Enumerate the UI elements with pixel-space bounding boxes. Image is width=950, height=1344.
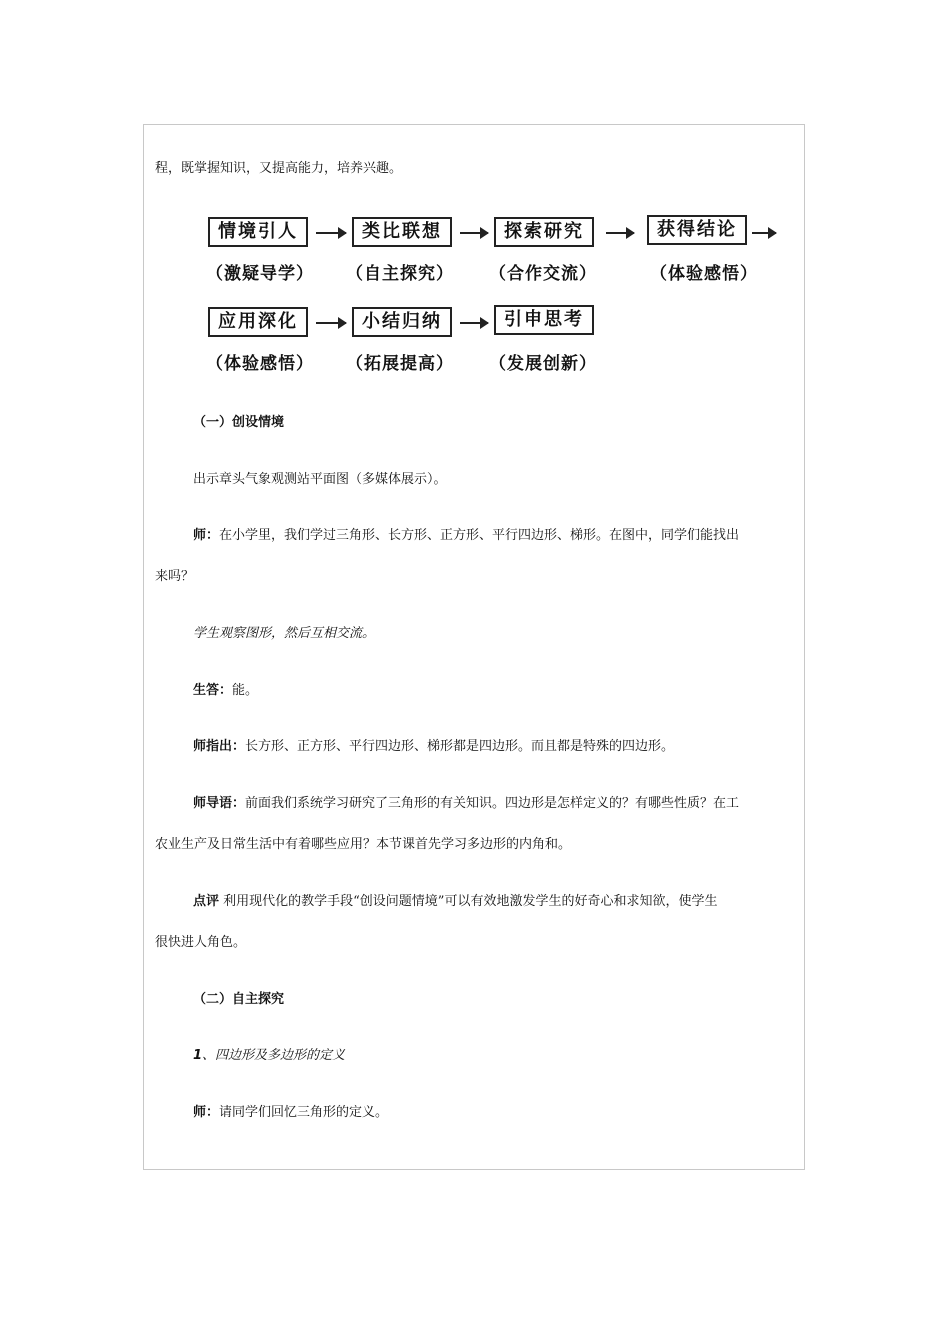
- arrow-icon: [316, 232, 346, 234]
- flow-sub-3: （合作交流）: [489, 264, 597, 284]
- paragraph: [193, 682, 258, 700]
- paragraph-italic: 学生观察图形，然后互相交流。: [193, 626, 376, 641]
- paragraph-text: 长方形、正方形、平行四边形、梯形都是四边形。而且都是特殊的四边形。: [245, 739, 675, 754]
- speaker-label: 师：: [193, 1105, 220, 1120]
- subheading: [193, 1047, 345, 1065]
- arrow-icon: [316, 322, 346, 324]
- flow-box-7: 引申思考: [494, 305, 594, 335]
- flow-box-6: 小结归纳: [352, 307, 452, 337]
- flow-box-4: 获得结论: [647, 215, 747, 245]
- paragraph-text: 请同学们回忆三角形的定义。: [219, 1105, 389, 1120]
- paragraph: [193, 738, 674, 756]
- flow-sub-7: （发展创新）: [489, 354, 597, 374]
- flow-sub-6: （拓展提高）: [346, 354, 454, 374]
- paragraph-text: 能。: [232, 683, 259, 698]
- paragraph: [193, 893, 717, 911]
- paragraph-text: 在小学里，我们学过三角形、长方形、正方形、平行四边形、梯形。在图中，同学们能找出: [219, 528, 740, 543]
- paragraph-text: 利用现代化的教学手段“创设问题情境”可以有效地激发学生的好奇心和求知欲，使学生: [219, 894, 718, 909]
- flow-sub-5: （体验感悟）: [206, 354, 314, 374]
- flow-sub-4: （体验感悟）: [650, 264, 758, 284]
- arrow-icon: [460, 322, 488, 324]
- subheading-text: 、四边形及多边形的定义: [202, 1048, 346, 1063]
- speaker-label: 师指出：: [193, 739, 246, 754]
- flow-sub-2: （自主探究）: [346, 264, 454, 284]
- paragraph: 出示章头气象观测站平面图（多媒体展示）。: [193, 472, 447, 487]
- paragraph-continuation: 很快进人角色。: [155, 935, 247, 950]
- arrow-icon: [460, 232, 488, 234]
- flow-sub-1: （激疑导学）: [206, 264, 314, 284]
- arrow-icon: [752, 232, 776, 234]
- flow-box-5: 应用深化: [208, 307, 308, 337]
- speaker-label: 师导语：: [193, 796, 246, 811]
- paragraph-text: 前面我们系统学习研究了三角形的有关知识。四边形是怎样定义的？有哪些性质？在工: [245, 796, 740, 811]
- paragraph: [193, 527, 739, 545]
- paragraph-continuation: 农业生产及日常生活中有着哪些应用？本节课首先学习多边形的内角和。: [155, 837, 572, 852]
- section-heading-1: （一）创设情境: [193, 415, 285, 430]
- speaker-label: 生答：: [193, 683, 233, 698]
- flow-box-1: 情境引人: [208, 217, 308, 247]
- arrow-icon: [606, 232, 634, 234]
- intro-line: 程，既掌握知识，又提高能力，培养兴趣。: [155, 161, 403, 176]
- comment-label: 点评: [193, 894, 220, 909]
- section-heading-2: （二）自主探究: [193, 992, 285, 1007]
- paragraph-continuation: 来吗？: [155, 569, 195, 584]
- flow-box-3: 探索研究: [494, 217, 594, 247]
- item-number: 1: [193, 1048, 203, 1063]
- speaker-label: 师：: [193, 528, 220, 543]
- paragraph: [193, 1104, 388, 1122]
- paragraph: [193, 795, 739, 813]
- flow-box-2: 类比联想: [352, 217, 452, 247]
